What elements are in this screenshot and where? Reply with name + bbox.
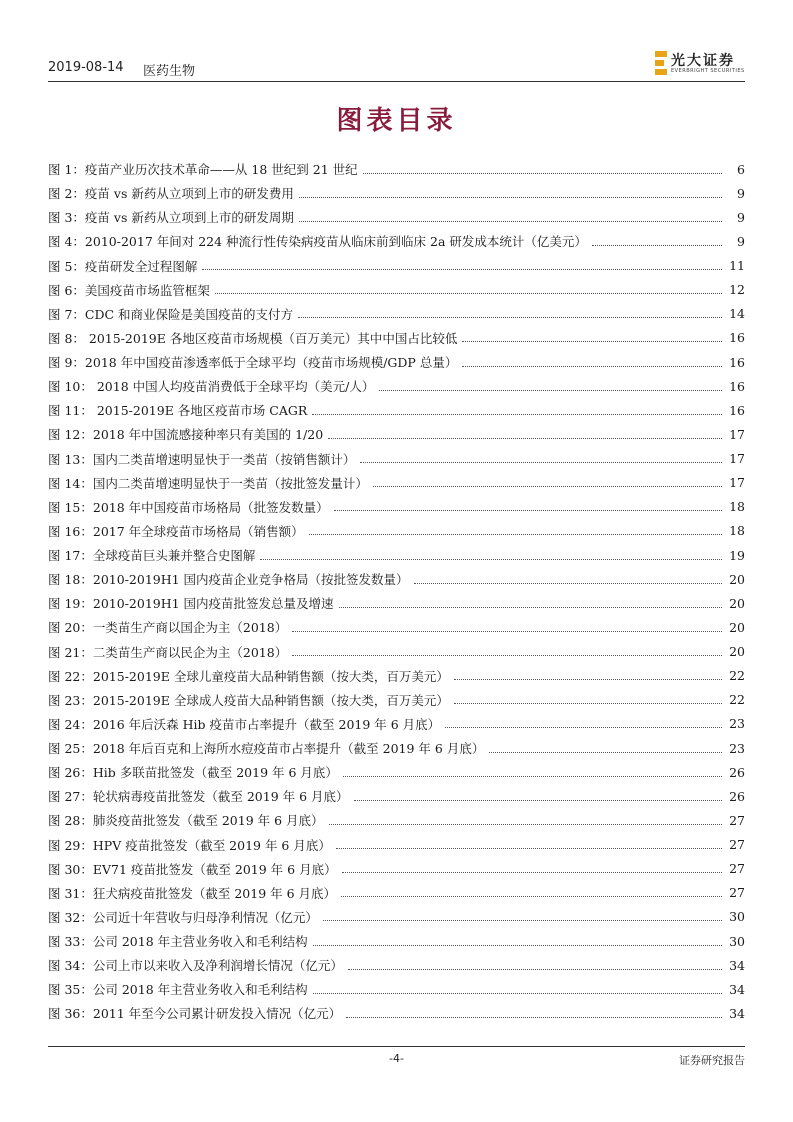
toc-entry[interactable] <box>48 326 745 350</box>
toc-entry-page: 20 <box>729 644 745 660</box>
toc-entry-page: 34 <box>729 1005 745 1021</box>
toc-entry-page: 27 <box>729 812 745 828</box>
toc-entry-label: 图 3：疫苗 vs 新药从立项到上市的研发周期 <box>48 210 294 226</box>
dot-leader <box>336 848 722 849</box>
toc-entry[interactable] <box>48 833 745 857</box>
dot-leader <box>329 824 722 825</box>
dot-leader <box>202 269 722 270</box>
toc-entry-label: 图 19：2010-2019H1 国内疫苗批签发总量及增速 <box>48 596 334 612</box>
toc-entry-page: 20 <box>729 619 745 635</box>
toc-entry-page: 27 <box>729 837 745 853</box>
dot-leader <box>462 341 722 342</box>
toc-entry-label: 图 34：公司上市以来收入及净利润增长情况（亿元） <box>48 958 343 974</box>
toc-entry[interactable] <box>48 543 745 567</box>
dot-leader <box>334 510 722 511</box>
toc-entry-label: 图 17：全球疫苗巨头兼并整合史图解 <box>48 548 256 564</box>
toc-entry-page: 34 <box>729 957 745 973</box>
toc-entry-label: 图 20：一类苗生产商以国企为主（2018） <box>48 620 288 636</box>
toc-entry[interactable] <box>48 302 745 326</box>
dot-leader <box>354 800 722 801</box>
toc-entry[interactable] <box>48 422 745 446</box>
toc-entry-page: 30 <box>729 933 745 949</box>
toc-entry[interactable] <box>48 953 745 977</box>
toc-entry-label: 图 25：2018 年后百克和上海所水痘疫苗市占率提升（截至 2019 年 6 月底） <box>48 741 485 757</box>
dot-leader <box>379 390 722 391</box>
toc-entry[interactable] <box>48 374 745 398</box>
toc-entry[interactable] <box>48 157 745 181</box>
dot-leader <box>299 221 722 222</box>
toc-entry-page: 27 <box>729 861 745 877</box>
toc-entry-label: 图 21：二类苗生产商以民企为主（2018） <box>48 644 288 660</box>
toc-entry-page: 18 <box>729 499 745 515</box>
dot-leader <box>592 245 722 246</box>
toc-entry[interactable] <box>48 929 745 953</box>
toc-entry-label: 图 1：疫苗产业历次技术革命——从 18 世纪到 21 世纪 <box>48 162 358 178</box>
toc-entry-label: 图 9：2018 年中国疫苗渗透率低于全球平均（疫苗市场规模/GDP 总量） <box>48 355 458 371</box>
toc-entry-label: 图 24：2016 年后沃森 Hib 疫苗市占率提升（截至 2019 年 6 月底） <box>48 716 441 732</box>
toc-entry-label: 图 7：CDC 和商业保险是美国疫苗的支付方 <box>48 306 294 322</box>
toc-entry-page: 16 <box>729 378 745 394</box>
dot-leader <box>215 293 722 294</box>
toc-entry-page: 14 <box>729 306 745 322</box>
toc-entry-page: 22 <box>729 692 745 708</box>
toc-entry-label: 图 5：疫苗研发全过程图解 <box>48 258 198 274</box>
toc-entry-page: 17 <box>729 451 745 467</box>
toc-entry-label: 图 10： 2018 中国人均疫苗消费低于全球平均（美元/人） <box>48 379 375 395</box>
toc-entry[interactable] <box>48 567 745 591</box>
toc-entry-page: 12 <box>729 282 745 298</box>
toc-entry-label: 图 27：轮状病毒疫苗批签发（截至 2019 年 6 月底） <box>48 789 349 805</box>
toc-entry[interactable] <box>48 229 745 253</box>
toc-entry[interactable] <box>48 664 745 688</box>
page-title: 图表目录 <box>336 106 457 136</box>
dot-leader <box>342 872 722 873</box>
logo-mark-icon <box>655 51 667 75</box>
toc-entry-label: 图 2：疫苗 vs 新药从立项到上市的研发费用 <box>48 186 294 202</box>
dot-leader <box>312 414 722 415</box>
footer-divider <box>48 1046 745 1047</box>
toc-entry-label: 图 12：2018 年中国流感接种率只有美国的 1/20 <box>48 427 324 443</box>
toc-entry-page: 26 <box>729 764 745 780</box>
toc-entry[interactable] <box>48 760 745 784</box>
toc-entry-page: 30 <box>729 909 745 925</box>
toc-entry-label: 图 15：2018 年中国疫苗市场格局（批签发数量） <box>48 499 329 515</box>
toc-entry-page: 20 <box>729 571 745 587</box>
toc-entry[interactable] <box>48 808 745 832</box>
toc-entry[interactable] <box>48 278 745 302</box>
toc-entry-label: 图 29：HPV 疫苗批签发（截至 2019 年 6 月底） <box>48 837 331 853</box>
toc-entry-label: 图 35：公司 2018 年主营业务收入和毛利结构 <box>48 982 308 998</box>
footer-note: 证券研究报告 <box>679 1054 745 1067</box>
toc-entry[interactable] <box>48 181 745 205</box>
toc-entry-page: 9 <box>737 185 745 201</box>
toc-entry[interactable] <box>48 205 745 229</box>
toc-entry-label: 图 6：美国疫苗市场监管框架 <box>48 282 210 298</box>
logo-subtitle: EVERBRIGHT SECURITIES <box>671 68 745 74</box>
dot-leader <box>260 559 722 560</box>
toc-entry-page: 18 <box>729 523 745 539</box>
toc-entry-label: 图 36：2011 年至今公司累计研发投入情况（亿元） <box>48 1006 342 1022</box>
toc-entry-label: 图 31：狂犬病疫苗批签发（截至 2019 年 6 月底） <box>48 885 337 901</box>
toc-entry[interactable] <box>48 254 745 278</box>
dot-leader <box>343 776 722 777</box>
dot-leader <box>313 945 722 946</box>
toc-entry[interactable] <box>48 736 745 760</box>
toc-entry[interactable] <box>48 519 745 543</box>
dot-leader <box>292 655 722 656</box>
toc-entry-page: 17 <box>729 426 745 442</box>
toc-entry[interactable] <box>48 712 745 736</box>
toc-entry-page: 23 <box>729 740 745 756</box>
dot-leader <box>363 173 722 174</box>
page-number: -4- <box>389 1052 404 1065</box>
toc-entry-page: 17 <box>729 475 745 491</box>
toc-entry-label: 图 18：2010-2019H1 国内疫苗企业竞争格局（按批签发数量） <box>48 572 409 588</box>
toc-entry-page: 16 <box>729 330 745 346</box>
toc-entry[interactable] <box>48 615 745 639</box>
toc-entry-page: 34 <box>729 981 745 997</box>
toc-entry-label: 图 4：2010-2017 年间对 224 种流行性传染病疫苗从临床前到临床 2a 研发成本统计（亿美元） <box>48 234 587 250</box>
header-divider <box>48 81 745 82</box>
toc-entry[interactable] <box>48 857 745 881</box>
toc-entry-label: 图 16：2017 年全球疫苗市场格局（销售额） <box>48 523 304 539</box>
dot-leader <box>328 438 722 439</box>
toc-entry-page: 20 <box>729 595 745 611</box>
toc-entry-page: 16 <box>729 354 745 370</box>
dot-leader <box>323 920 722 921</box>
toc-entry-page: 27 <box>729 885 745 901</box>
toc-entry-page: 19 <box>729 547 745 563</box>
toc-entry-page: 11 <box>729 258 745 274</box>
toc-entry[interactable] <box>48 640 745 664</box>
dot-leader <box>489 752 722 753</box>
dot-leader <box>298 317 722 318</box>
dot-leader <box>292 631 722 632</box>
toc-entry-label: 图 11： 2015-2019E 各地区疫苗市场 CAGR <box>48 403 308 419</box>
toc-entry-page: 9 <box>737 233 745 249</box>
toc-entry[interactable] <box>48 471 745 495</box>
dot-leader <box>346 1017 722 1018</box>
toc-entry-label: 图 26：Hib 多联苗批签发（截至 2019 年 6 月底） <box>48 765 338 781</box>
dot-leader <box>454 679 722 680</box>
toc-entry[interactable] <box>48 688 745 712</box>
toc-entry-page: 16 <box>729 402 745 418</box>
dot-leader <box>309 534 722 535</box>
toc-entry[interactable] <box>48 905 745 929</box>
dot-leader <box>373 486 722 487</box>
toc-entry-label: 图 28：肺炎疫苗批签发（截至 2019 年 6 月底） <box>48 813 324 829</box>
toc-entry-label: 图 22：2015-2019E 全球儿童疫苗大品种销售额（按大类，百万美元） <box>48 668 449 684</box>
toc-entry-label: 图 33：公司 2018 年主营业务收入和毛利结构 <box>48 934 308 950</box>
toc-entry[interactable] <box>48 1001 745 1025</box>
toc-entry-label: 图 14：国内二类苗增速明显快于一类苗（按批签发量计） <box>48 475 368 491</box>
toc-entry-label: 图 30：EV71 疫苗批签发（截至 2019 年 6 月底） <box>48 861 337 877</box>
dot-leader <box>445 727 722 728</box>
toc-entry-label: 图 8： 2015-2019E 各地区疫苗市场规模（百万美元）其中中国占比较低 <box>48 330 458 346</box>
dot-leader <box>348 969 722 970</box>
toc-entry-page: 23 <box>729 716 745 732</box>
page-header <box>48 54 745 80</box>
toc-entry-label: 图 23：2015-2019E 全球成人疫苗大品种销售额（按大类，百万美元） <box>48 692 449 708</box>
dot-leader <box>414 583 722 584</box>
report-date: 2019-08-14 <box>48 60 124 75</box>
dot-leader <box>339 607 722 608</box>
report-sector: 医药生物 <box>143 64 196 79</box>
company-logo <box>655 50 745 78</box>
toc-entry[interactable] <box>48 977 745 1001</box>
toc-entry[interactable] <box>48 447 745 471</box>
toc-entry[interactable] <box>48 881 745 905</box>
dot-leader <box>299 197 722 198</box>
table-of-figures <box>48 157 745 1026</box>
toc-entry-page: 9 <box>737 209 745 225</box>
toc-entry-page: 6 <box>737 161 745 177</box>
toc-entry[interactable] <box>48 398 745 422</box>
dot-leader <box>341 896 722 897</box>
dot-leader <box>454 703 722 704</box>
dot-leader <box>313 993 722 994</box>
toc-entry-label: 图 13：国内二类苗增速明显快于一类苗（按销售额计） <box>48 451 356 467</box>
toc-entry-page: 22 <box>729 668 745 684</box>
toc-entry-page: 26 <box>729 788 745 804</box>
toc-entry[interactable] <box>48 495 745 519</box>
toc-entry-label: 图 32：公司近十年营收与归母净利情况（亿元） <box>48 909 318 925</box>
logo-name: 光大证券 <box>671 53 735 69</box>
toc-entry[interactable] <box>48 350 745 374</box>
toc-entry[interactable] <box>48 591 745 615</box>
toc-entry[interactable] <box>48 784 745 808</box>
dot-leader <box>462 366 722 367</box>
dot-leader <box>360 462 722 463</box>
